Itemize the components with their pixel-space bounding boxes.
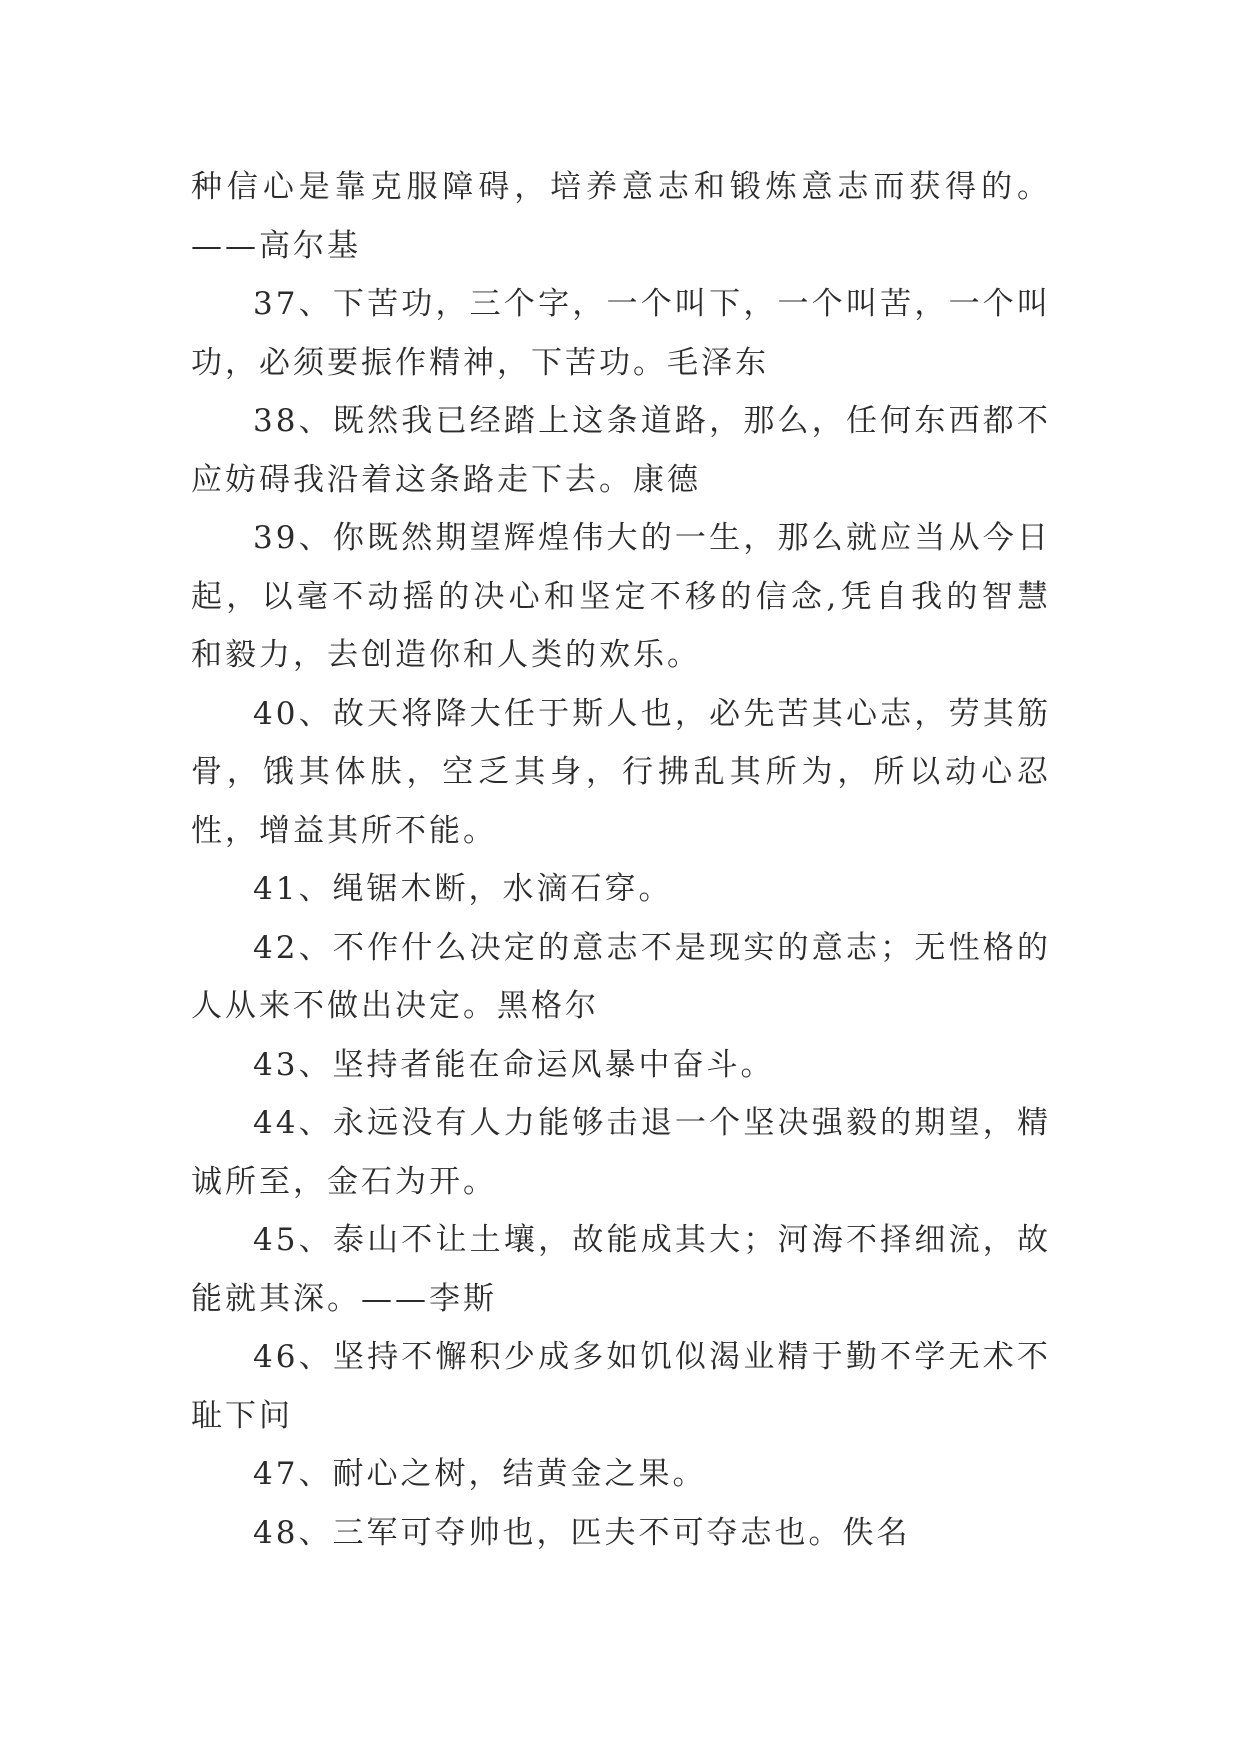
paragraph-quote-42: 42、不作什么决定的意志不是现实的意志；无性格的人从来不做出决定。黑格尔	[191, 929, 1051, 1024]
paragraph-quote-46: 46、坚持不懈积少成多如饥似渴业精于勤不学无术不耻下问	[191, 1339, 1051, 1434]
paragraph-quote-43: 43、坚持者能在命运风暴中奋斗。	[253, 1046, 775, 1083]
paragraph-quote-40: 40、故天将降大任于斯人也，必先苦其心志，劳其筋骨，饿其体肤，空乏其身，行拂乱其所为，所以动心忍性，增益其所不能。	[191, 695, 1051, 849]
paragraph-quote-37: 37、下苦功，三个字，一个叫下，一个叫苦，一个叫功，必须要振作精神，下苦功。毛泽东	[191, 286, 1051, 381]
paragraph-quote-45: 45、泰山不让土壤，故能成其大；河海不择细流，故能就其深。——李斯	[191, 1222, 1051, 1317]
paragraph-quote-41: 41、绳锯木断，水滴石穿。	[253, 871, 673, 907]
document-body	[191, 158, 1051, 1562]
paragraph-quote-48: 48、三军可夺帅也，匹夫不可夺志也。佚名	[253, 1514, 911, 1551]
paragraph-continuation: 种信心是靠克服障碍，培养意志和锻炼意志而获得的。——高尔基	[191, 169, 1051, 264]
paragraph-quote-39: 39、你既然期望辉煌伟大的一生，那么就应当从今日起，以毫不动摇的决心和坚定不移的信念,凭自我的智慧和毅力，去创造你和人类的欢乐。	[191, 520, 1051, 673]
paragraph-quote-44: 44、永远没有人力能够击退一个坚决强毅的期望，精诚所至，金石为开。	[191, 1105, 1051, 1200]
paragraph-quote-38: 38、既然我已经踏上这条道路，那么，任何东西都不应妨碍我沿着这条路走下去。康德	[191, 403, 1051, 498]
paragraph-quote-47: 47、耐心之树，结黄金之果。	[253, 1456, 707, 1492]
